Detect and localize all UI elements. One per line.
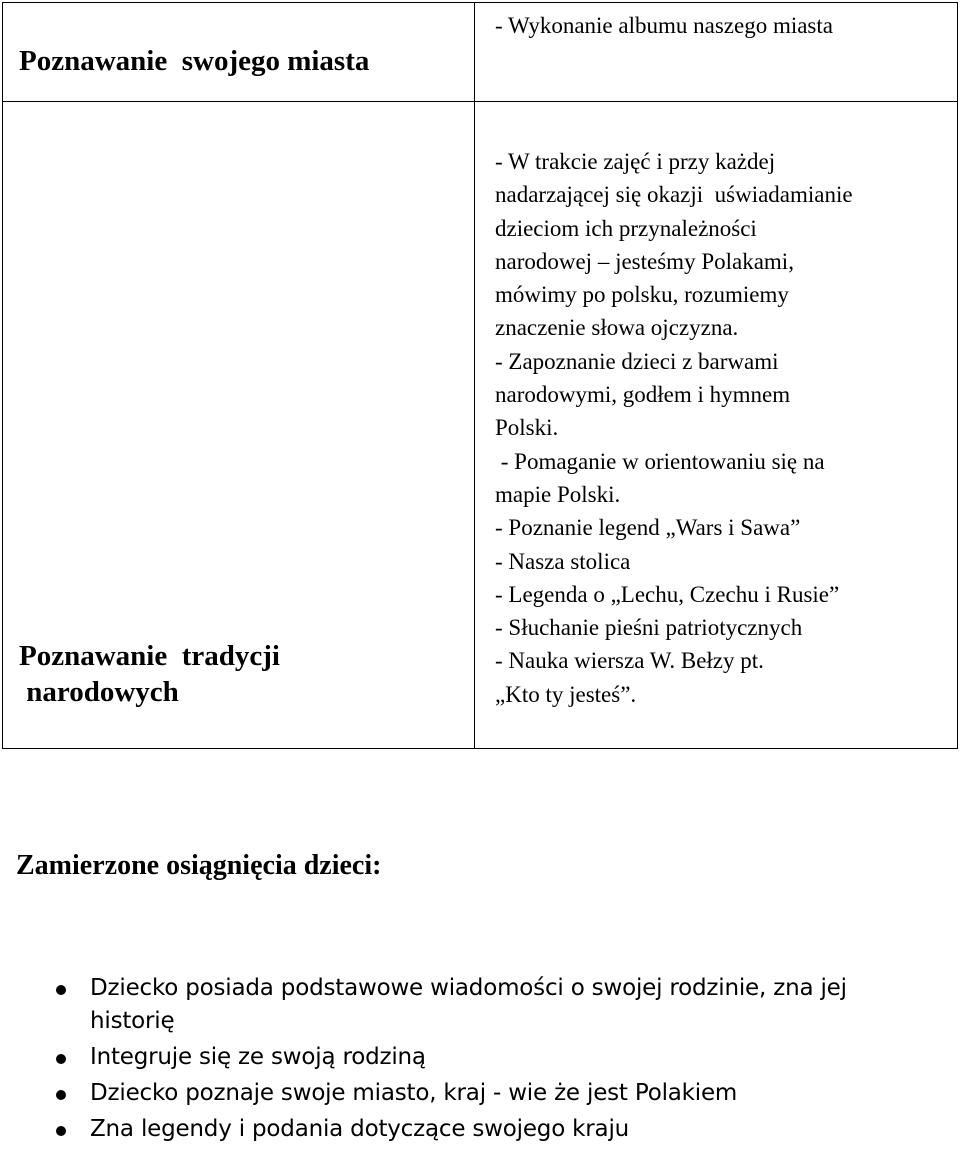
activity-line: znaczenie słowa ojczyzna. [495, 315, 739, 341]
activity-line: narodowymi, godłem i hymnem [495, 382, 791, 408]
plan-table [2, 2, 958, 749]
activity-line: - Legenda o „Lechu, Czechu i Rusie” [495, 581, 840, 607]
topic-label: Poznawanie swojego miasta [19, 45, 370, 77]
bullet-icon [56, 1126, 66, 1136]
activity-line: nadarzającej się okazji uświadamianie [495, 182, 853, 208]
achievements-heading: Zamierzone osiągnięcia dzieci: [16, 850, 382, 881]
activity-line: - Pomaganie w orientowaniu się na [495, 448, 825, 474]
activity-line: - W trakcie zajęć i przy każdej [495, 149, 776, 174]
activity-line: - Zapoznanie dzieci z barwami [495, 348, 779, 374]
activity-line: „Kto ty jesteś”. [495, 681, 637, 707]
list-item [48, 1113, 928, 1146]
activity-line: narodowej – jesteśmy Polakami, [495, 248, 794, 274]
bullet-icon [56, 1054, 66, 1064]
list-item-text: Dziecko poznaje swoje miasto, kraj - wie że jest Polakiem [90, 1080, 738, 1106]
topic-cell [3, 3, 475, 102]
activity-line: - Słuchanie pieśni patriotycznych [495, 615, 803, 641]
table-row [3, 102, 958, 749]
activities-cell [475, 3, 958, 102]
list-item-text: Zna legendy i podania dotyczące swojego kraju [90, 1116, 630, 1142]
activity-line: dzieciom ich przynależności [495, 215, 757, 241]
activity-line: Polski. [495, 415, 559, 441]
table-row [3, 3, 958, 102]
list-item-text: Integruje się ze swoją rodziną [90, 1044, 426, 1070]
activity-line: - Wykonanie albumu naszego miasta [495, 13, 833, 38]
list-item [48, 972, 928, 1038]
activity-line: - Nasza stolica [495, 548, 631, 574]
achievements-list [48, 972, 928, 1149]
bullet-icon [56, 1090, 66, 1100]
list-item [48, 1077, 928, 1110]
list-item-text: Dziecko posiada podstawowe wiadomości o swojej rodzinie, zna jej historię [90, 975, 847, 1034]
activity-line: - Nauka wiersza W. Bełzy pt. [495, 648, 764, 674]
activities-cell [475, 102, 958, 749]
activity-line: mówimy po polsku, rozumiemy [495, 282, 789, 308]
bullet-icon [56, 985, 66, 995]
activity-line: - Poznanie legend „Wars i Sawa” [495, 515, 801, 541]
topic-cell [3, 102, 475, 749]
topic-label: Poznawanie tradycji narodowych [19, 640, 280, 708]
activity-line: mapie Polski. [495, 481, 621, 507]
list-item [48, 1041, 928, 1074]
